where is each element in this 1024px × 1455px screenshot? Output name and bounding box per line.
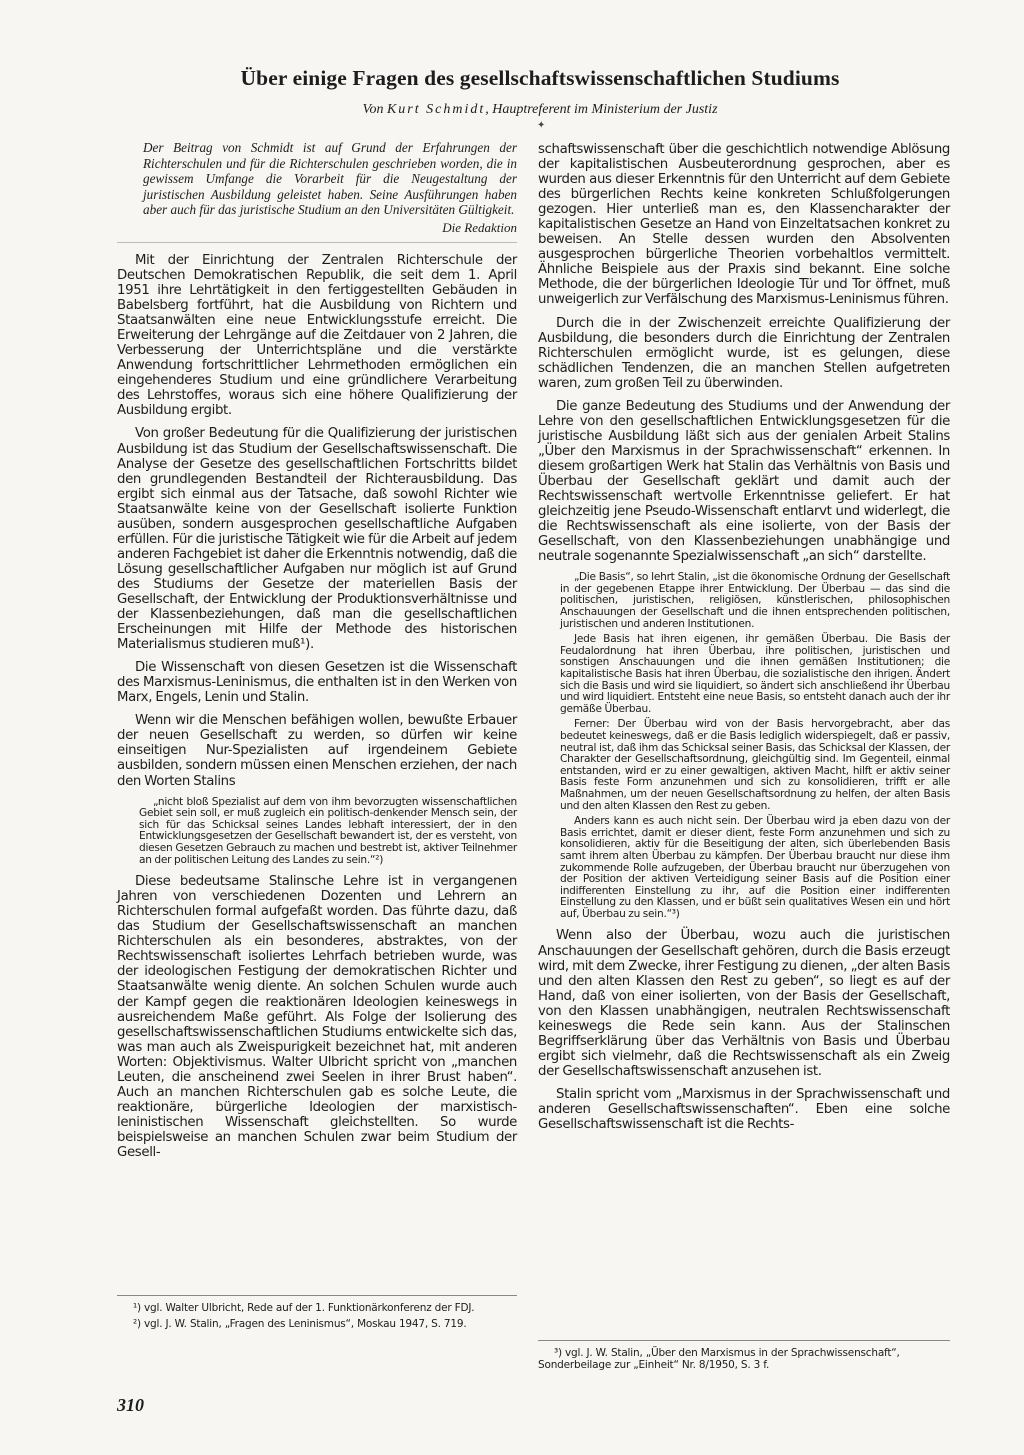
footnote-1: ¹) vgl. Walter Ulbricht, Rede auf der 1. Funktionärkonferenz der FDJ.: [133, 1302, 475, 1314]
footnote-2: ²) vgl. J. W. Stalin, „Fragen des Leninismus“, Moskau 1947, S. 719.: [133, 1318, 467, 1331]
left-paragraph-3: Die Wissenschaft von diesen Gesetzen ist die Wissenschaft des Marxismus-Leninismus, die enthalten ist in den Werken von Marx, Engels, Lenin und Stalin.: [117, 660, 517, 706]
page-number: 310: [117, 1395, 144, 1415]
article-title: Über einige Fragen des gesellschaftswissenschaftlichen Studiums: [240, 66, 840, 90]
editorial-signature: Die Redaktion: [117, 220, 517, 243]
stalin-quote-part-2: Jede Basis hat ihren eigenen, ihr gemäßen Überbau. Die Basis der Feudalordnung hat ihren Überbau, ihre politischen, juristischen und sonstigen Anschauungen und die ihnen gemäßen Institutionen; die kapitalistische Basis hat ihren Überbau, die sozialistische den ihrigen. Ändert sich die Basis und wird sie liquidiert, so ändert sich anschließend ihr Überbau und wird liquidiert. Entsteht eine neue Basis, so entsteht danach auch der ihr gemäße Überbau.: [560, 633, 950, 715]
right-paragraph-5: Stalin spricht vom „Marxismus in der Sprachwissenschaft und anderen Gesellschaftswissenschaften“. Eben eine solche Gesellschaftswissenschaft ist die Rechts-: [538, 1086, 950, 1133]
article-byline: [150, 102, 930, 118]
right-column: [538, 142, 950, 1140]
left-quote-text: „nicht bloß Spezialist auf dem von ihm bevorzugten wissenschaftlichen Gebiet sein soll, er muß zugleich ein politisch-denkender Mensch sein, der sich für das Schicksal seines Landes lebhaft interessiert, der in den Entwicklungsgesetzen der Gesellschaft bewandert ist, der es versteht, von diesen Gesetzen Gebrauch zu machen und bestrebt ist, aktiver Teilnehmer an der politischen Leitung des Landes zu sein.“²): [139, 795, 517, 866]
left-paragraph-5: Diese bedeutsame Stalinsche Lehre ist in vergangenen Jahren von verschiedenen Dozenten und Lehrern an Richterschulen formal aufgefaßt worden. Das führte dazu, daß das Studium der Gesellschaftswissenschaft an manchen Richterschulen als ein besonderes, abstraktes, von der Rechtswissenschaft isoliertes Lehrfach betrieben wurde, was der ideologischen Festigung der demokratischen Richter und Staatsanwälte wenig diente. An solchen Schulen wurde auch der Kampf gegen die reaktionären Ideologien keineswegs in ausreichendem Maße geführt. Als Folge der Isolierung des gesellschaftswissenschaftlichen Studiums entwickelte sich das, was man auch als Zweispurigkeit bezeichnet hat, mit anderen Worten: Objektivismus. Walter Ulbricht spricht von „manchen Leuten, die anscheinend zwei Seelen in ihrer Brust haben“. Auch an manchen Richterschulen gab es solche Leute, die reaktionäre, bürgerliche Ideologien der marxistisch-leninistischen Wissenschaft gleichstellten. So wurde beispielsweise an manchen Schulen zwar beim Studium der Gesell-: [117, 874, 517, 1160]
ornament-icon: ✦: [537, 120, 546, 131]
stalin-quote-part-3: Ferner: Der Überbau wird von der Basis hervorgebracht, aber das bedeutet keineswegs, daß er die Basis lediglich widerspiegelt, daß er passiv, neutral ist, daß ihm das Schicksal seiner Basis, das Schicksal der Klassen, der Charakter der Gesellschaftsordnung, gleichgültig sind. Im Gegenteil, einmal entstanden, wird er zu einer gewaltigen, aktiven Macht, hilft er aktiv seiner Basis feste Form anzunehmen und sich zu konsolidieren, trifft er alle Maßnahmen, um der neuen Gesellschaftsordnung zu helfen, der alten Basis und den alten Klassen den Rest zu geben.: [560, 718, 950, 812]
left-paragraph-1: Mit der Einrichtung der Zentralen Richterschule der Deutschen Demokratischen Republik, die seit dem 1. April 1951 ihre Lehrtätigkeit in den fertiggestellten Gebäuden in Babelsberg fortführt, hat die Ausbildung von Richtern und Staatsanwälten eine neue Entwicklungsstufe erreicht. Die Erweiterung der Lehrgänge auf die Zeitdauer von 2 Jahren, die Verbesserung der Unterrichtspläne und die verstärkte Anwendung fortschrittlicher Lehrmethoden ermöglichen ein eingehenderes Studium und eine gründlichere Verarbeitung des Lehrstoffes, woraus sich eine höhere Qualifizierung der Ausbildung ergibt.: [117, 252, 517, 419]
footnotes-left: [117, 1295, 517, 1335]
footnote-3: ³) vgl. J. W. Stalin, „Über den Marxismus in der Sprachwissenschaft“, Sonderbeilage zur „Einheit“ Nr. 8/1950, S. 3 f.: [538, 1347, 900, 1372]
byline-prefix: Von: [362, 102, 387, 117]
footnotes-right: [538, 1340, 950, 1376]
stalin-quote: [560, 572, 950, 920]
right-paragraph-4: Wenn also der Überbau, wozu auch die juristischen Anschauungen der Gesellschaft gehören, durch die Basis erzeugt wird, mit dem Zwecke, ihrer Festigung zu dienen, „der alten Basis und den alten Klassen den Rest zu geben“, so liegt es auf der Hand, daß von einer isolierten, von der Basis der Gesellschaft, von den Klassen unabhängigen, neutralen Rechtswissenschaft keineswegs die Rede sein kann. Aus der Stalinschen Begriffserklärung über das Verhältnis von Basis und Überbau ergibt sich vielmehr, daß die Rechtswissenschaft als ein Zweig der Gesellschaftswissenschaft anzusehen ist.: [538, 928, 950, 1079]
left-paragraph-4: Wenn wir die Menschen befähigen wollen, bewußte Erbauer der neuen Gesellschaft zu werden, so dürfen wir keine einseitigen Nur-Spezialisten auf irgendeinem Gebiete ausbilden, sondern müssen einen Menschen erziehen, der nach den Worten Stalins: [117, 713, 517, 789]
right-paragraph-1: schaftswissenschaft über die geschichtlich notwendige Ablösung der kapitalistischen Ausbeuterordnung gesprochen, aber es wurden aus dieser Erkenntnis für den Unterricht auf dem Gebiete des bürgerlichen Rechts keine konkreten Schlußfolgerungen gezogen. Hier unterließ man es, den Klassencharakter der kapitalistischen Gesetze an Hand von Einzeltatsachen konkret zu beweisen. An Stelle dessen wurden den Absolventen ausgesprochen bürgerliche Theorien vorbehaltlos vermittelt. Ähnliche Beispiele aus der Praxis sind bekannt. Eine solche Methode, die der bürgerlichen Ideologie Tür und Tor öffnet, muß unweigerlich zur Verfälschung des Marxismus-Leninismus führen.: [538, 142, 950, 308]
editorial-intro: Der Beitrag von Schmidt ist auf Grund der Erfahrungen der Richterschulen und für die Richterschulen geschrieben worden, die in gewissem Umfange die Vorarbeit für die Neugestaltung der juristischen Ausbildung geleistet haben. Seine Ausführungen haben aber auch für das juristische Studium an den Universitäten Gültigkeit.: [143, 140, 517, 218]
byline-suffix: , Hauptreferent im Ministerium der Justiz: [485, 102, 718, 117]
stalin-quote-part-1: „Die Basis“, so lehrt Stalin, „ist die ökonomische Ordnung der Gesellschaft in der gegebenen Etappe ihrer Entwicklung. Der Überbau — das sind die politischen, juristischen, religiösen, künstlerischen, philosophischen Anschauungen der Gesellschaft und die ihnen entsprechenden politischen, juristischen und anderen Institutionen.: [560, 571, 950, 630]
right-paragraph-3: Die ganze Bedeutung des Studiums und der Anwendung der Lehre von den gesellschaftlichen Entwicklungsgesetzen für die juristische Ausbildung läßt sich aus der genialen Arbeit Stalins „Über den Marxismus in der Sprachwissenschaft“ erkennen. In diesem großartigen Werk hat Stalin das Verhältnis von Basis und Überbau der Gesellschaft geklärt und damit auch der Rechtswissenschaft wertvolle Erkenntnisse geliefert. Er hat gleichzeitig jene Pseudo-Wissenschaft entlarvt und widerlegt, die die Rechtswissenschaft als eine isolierte, von der Basis der Gesellschaft, von den Klassenbeziehungen unabhängige und neutrale sogenannte Spezialwissenschaft „an sich“ darstellte.: [538, 398, 950, 565]
left-paragraph-2: Von großer Bedeutung für die Qualifizierung der juristischen Ausbildung ist das Studium der Gesellschaftswissenschaft. Die Analyse der Gesetze des gesellschaftlichen Fortschritts bildet den grundlegenden Bestandteil der Richterausbildung. Das ergibt sich einmal aus der Tatsache, daß sowohl Richter wie Staatsanwälte keine von der Gesellschaft isolierte Funktion ausüben, sondern ausgesprochen gesellschaftliche Aufgaben erfüllen. Für die juristische Tätigkeit wie für die Arbeit auf jedem anderen Fachgebiet ist daher die Erkenntnis notwendig, daß die Lösung gesellschaftlicher Aufgaben nur möglich ist auf Grund des Studiums der Gesetze der materiellen Basis der Gesellschaft, der Entwicklung der Produktionsverhältnisse und der Klassenbeziehungen, daß man die gesellschaftlichen Erscheinungen mit Hilfe der Methode des historischen Materialismus studieren muß¹).: [117, 426, 517, 653]
stalin-quote-part-4: Anders kann es auch nicht sein. Der Überbau wird ja eben dazu von der Basis errichtet, damit er dieser dient, feste Form anzunehmen und sich zu konsolidieren, aktiv für die Beseitigung der alten, sich überlebenden Basis samt ihrem alten Überbau zu kämpfen. Der Überbau braucht nur diese ihm zukommende Rolle aufzugeben, der Überbau braucht nur überzugehen von der Position der aktiven Verteidigung seiner Basis auf die Position einer indifferenten Einstellung zu ihr, auf die Position einer indifferenten Einstellung zu den Klassen, und er büßt sein qualitatives Wesen ein und hört auf, Überbau zu sein.“³): [560, 815, 950, 920]
left-column: [117, 132, 517, 1168]
right-paragraph-2: Durch die in der Zwischenzeit erreichte Qualifizierung der Ausbildung, die besonders durch die Einrichtung der Zentralen Richterschulen ermöglicht wurde, ist es gelungen, diese schädlichen Tendenzen, die an manchen Stellen aufgetreten waren, zum großen Teil zu überwinden.: [538, 315, 950, 391]
article-author: Kurt Schmidt: [386, 102, 486, 117]
left-quote: [139, 797, 517, 867]
